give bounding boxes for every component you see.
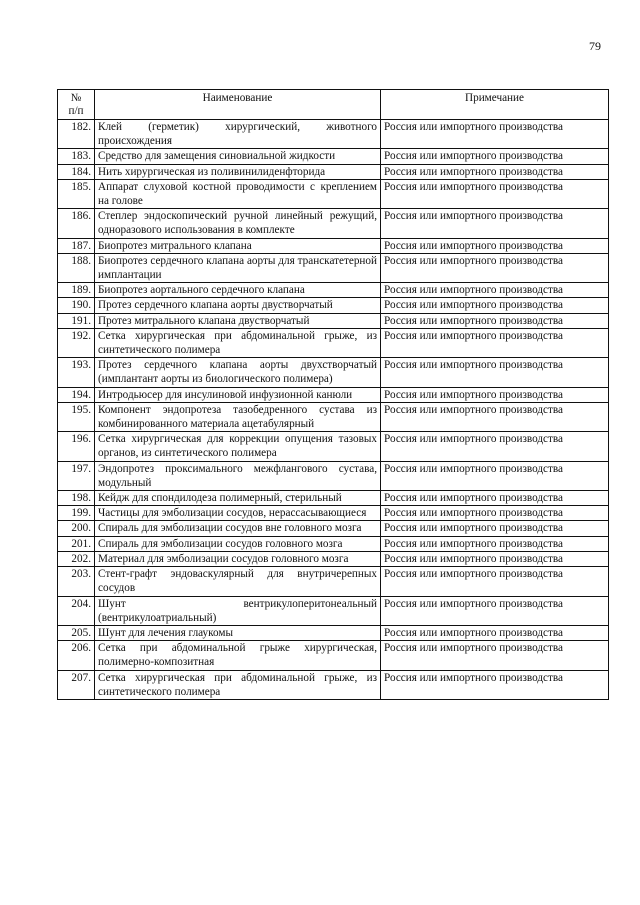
row-name: Сетка хирургическая при абдоминальной грыже, из синтетического полимера bbox=[95, 328, 381, 357]
row-note: Россия или импортного производства bbox=[381, 536, 609, 551]
header-number-symbol: № bbox=[70, 92, 82, 104]
table-row bbox=[58, 461, 609, 490]
row-name: Сетка хирургическая при абдоминальной грыже, из синтетического полимера bbox=[95, 670, 381, 699]
row-note: Россия или импортного производства bbox=[381, 209, 609, 238]
row-name: Спираль для эмболизации сосудов вне головного мозга bbox=[95, 521, 381, 536]
table-row bbox=[58, 432, 609, 461]
row-note: Россия или импортного производства bbox=[381, 164, 609, 179]
row-note: Россия или импортного производства bbox=[381, 461, 609, 490]
table-row bbox=[58, 209, 609, 238]
table-row bbox=[58, 253, 609, 282]
row-note: Россия или импортного производства bbox=[381, 179, 609, 208]
row-name: Биопротез аортального сердечного клапана bbox=[95, 283, 381, 298]
row-number: 187. bbox=[58, 238, 95, 253]
row-number: 205. bbox=[58, 625, 95, 640]
header-number bbox=[58, 90, 95, 120]
row-number: 188. bbox=[58, 253, 95, 282]
row-number: 206. bbox=[58, 641, 95, 670]
row-note: Россия или импортного производства bbox=[381, 120, 609, 149]
table-row bbox=[58, 551, 609, 566]
table-row bbox=[58, 283, 609, 298]
row-number: 196. bbox=[58, 432, 95, 461]
table-row bbox=[58, 179, 609, 208]
row-note: Россия или импортного производства bbox=[381, 432, 609, 461]
row-name: Спираль для эмболизации сосудов головного мозга bbox=[95, 536, 381, 551]
row-name: Протез сердечного клапана аорты двухстворчатый (имплантант аорты из биологического полимера) bbox=[95, 358, 381, 387]
row-note: Россия или импортного производства bbox=[381, 670, 609, 699]
row-number: 193. bbox=[58, 358, 95, 387]
row-note: Россия или импортного производства bbox=[381, 625, 609, 640]
header-note: Примечание bbox=[381, 90, 609, 120]
row-name: Сетка хирургическая для коррекции опущения тазовых органов, из синтетического полимера bbox=[95, 432, 381, 461]
row-note: Россия или импортного производства bbox=[381, 567, 609, 596]
row-note: Россия или импортного производства bbox=[381, 253, 609, 282]
row-number: 190. bbox=[58, 298, 95, 313]
table-row bbox=[58, 506, 609, 521]
row-note: Россия или импортного производства bbox=[381, 313, 609, 328]
row-name: Степлер эндоскопический ручной линейный режущий, одноразового использования в комплекте bbox=[95, 209, 381, 238]
row-name: Протез митрального клапана двустворчатый bbox=[95, 313, 381, 328]
table-row bbox=[58, 596, 609, 625]
header-name: Наименование bbox=[95, 90, 381, 120]
row-name: Кейдж для спондилодеза полимерный, стерильный bbox=[95, 491, 381, 506]
row-note: Россия или импортного производства bbox=[381, 521, 609, 536]
row-note: Россия или импортного производства bbox=[381, 283, 609, 298]
header-number-abbrev: п/п bbox=[68, 105, 84, 117]
header-row bbox=[58, 90, 609, 120]
row-note: Россия или импортного производства bbox=[381, 298, 609, 313]
table-row bbox=[58, 491, 609, 506]
row-number: 184. bbox=[58, 164, 95, 179]
table-row bbox=[58, 521, 609, 536]
row-name: Шунт для лечения глаукомы bbox=[95, 625, 381, 640]
table-body bbox=[58, 120, 609, 700]
row-note: Россия или импортного производства bbox=[381, 328, 609, 357]
row-note: Россия или импортного производства bbox=[381, 506, 609, 521]
row-name: Материал для эмболизации сосудов головного мозга bbox=[95, 551, 381, 566]
row-number: 198. bbox=[58, 491, 95, 506]
row-number: 192. bbox=[58, 328, 95, 357]
row-number: 204. bbox=[58, 596, 95, 625]
table-row bbox=[58, 238, 609, 253]
products-table bbox=[57, 89, 609, 700]
table-row bbox=[58, 298, 609, 313]
row-number: 182. bbox=[58, 120, 95, 149]
row-note: Россия или импортного производства bbox=[381, 238, 609, 253]
row-number: 207. bbox=[58, 670, 95, 699]
row-note: Россия или импортного производства bbox=[381, 402, 609, 431]
row-name: Частицы для эмболизации сосудов, нерассасывающиеся bbox=[95, 506, 381, 521]
page-number: 79 bbox=[589, 39, 601, 53]
row-name: Биопротез сердечного клапана аорты для транскатетерной имплантации bbox=[95, 253, 381, 282]
row-name: Стент-графт эндоваскулярный для внутричерепных сосудов bbox=[95, 567, 381, 596]
row-name: Аппарат слуховой костной проводимости с креплением на голове bbox=[95, 179, 381, 208]
row-note: Россия или импортного производства bbox=[381, 641, 609, 670]
table-row bbox=[58, 567, 609, 596]
row-number: 189. bbox=[58, 283, 95, 298]
row-note: Россия или импортного производства bbox=[381, 596, 609, 625]
row-note: Россия или импортного производства bbox=[381, 551, 609, 566]
row-number: 203. bbox=[58, 567, 95, 596]
table-row bbox=[58, 670, 609, 699]
row-name: Эндопротез проксимального межфлангового сустава, модульный bbox=[95, 461, 381, 490]
row-number: 183. bbox=[58, 149, 95, 164]
row-number: 202. bbox=[58, 551, 95, 566]
row-number: 191. bbox=[58, 313, 95, 328]
table-row bbox=[58, 641, 609, 670]
row-name: Клей (герметик) хирургический, животного происхождения bbox=[95, 120, 381, 149]
row-name: Протез сердечного клапана аорты двустворчатый bbox=[95, 298, 381, 313]
table-row bbox=[58, 313, 609, 328]
row-note: Россия или импортного производства bbox=[381, 491, 609, 506]
table-row bbox=[58, 328, 609, 357]
row-number: 185. bbox=[58, 179, 95, 208]
table-row bbox=[58, 120, 609, 149]
row-name: Нить хирургическая из поливинилиденфторида bbox=[95, 164, 381, 179]
table-row bbox=[58, 164, 609, 179]
row-note: Россия или импортного производства bbox=[381, 358, 609, 387]
table-header bbox=[58, 90, 609, 120]
row-number: 194. bbox=[58, 387, 95, 402]
table-row bbox=[58, 402, 609, 431]
row-note: Россия или импортного производства bbox=[381, 387, 609, 402]
row-number: 195. bbox=[58, 402, 95, 431]
row-number: 200. bbox=[58, 521, 95, 536]
table-row bbox=[58, 358, 609, 387]
row-name: Шунт вентрикулоперитонеальный (вентрикулоатриальный) bbox=[95, 596, 381, 625]
row-name: Биопротез митрального клапана bbox=[95, 238, 381, 253]
table-row bbox=[58, 149, 609, 164]
row-number: 199. bbox=[58, 506, 95, 521]
row-name: Компонент эндопротеза тазобедренного сустава из комбинированного материала ацетабулярный bbox=[95, 402, 381, 431]
row-number: 197. bbox=[58, 461, 95, 490]
table-row bbox=[58, 625, 609, 640]
row-name: Интродьюсер для инсулиновой инфузионной канюли bbox=[95, 387, 381, 402]
row-name: Средство для замещения синовиальной жидкости bbox=[95, 149, 381, 164]
row-number: 201. bbox=[58, 536, 95, 551]
row-name: Сетка при абдоминальной грыже хирургическая, полимерно-композитная bbox=[95, 641, 381, 670]
table-row bbox=[58, 536, 609, 551]
table-row bbox=[58, 387, 609, 402]
row-note: Россия или импортного производства bbox=[381, 149, 609, 164]
row-number: 186. bbox=[58, 209, 95, 238]
